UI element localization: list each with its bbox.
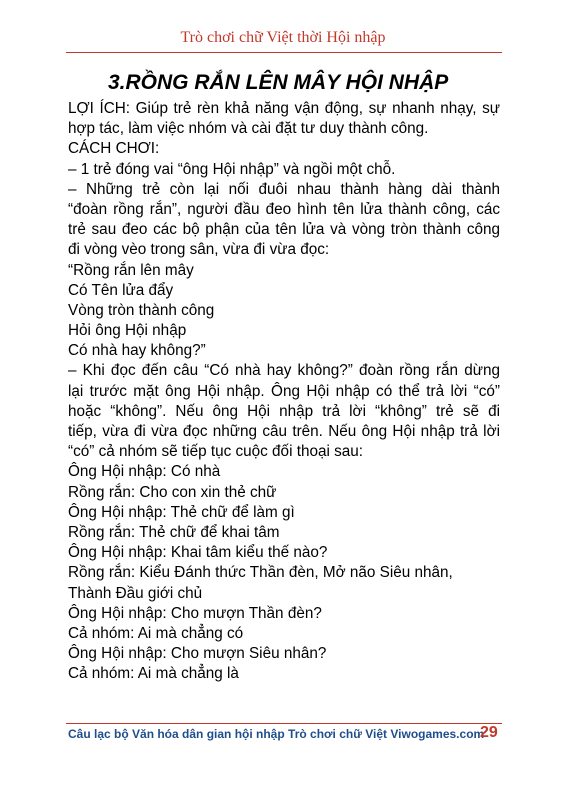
body-line: Vòng tròn thành công [68,301,215,319]
footer-text: Câu lạc bộ Văn hóa dân gian hội nhập Trò chơi chữ Việt Viwogames.com [68,727,485,741]
body-line: Ông Hội nhập: Cho mượn Thần đèn? [68,604,322,622]
body-line: Cả nhóm: Ai mà chẳng có [68,624,244,642]
body-line: Rồng rắn: Cho con xin thẻ chữ [68,483,277,501]
body-line: Ông Hội nhập: Cho mượn Siêu nhân? [68,645,327,663]
body-line: Hỏi ông Hội nhập [68,322,187,340]
body-line: Ông Hội nhập: Thẻ chữ để làm gì [68,503,295,521]
body-line: Cả nhóm: Ai mà chẳng là [68,665,239,683]
body-line: “Rồng rắn lên mây [68,261,194,279]
running-header: Trò chơi chữ Việt thời Hội nhập [180,29,386,46]
body-line: Rồng rắn: Thẻ chữ để khai tâm [68,523,280,541]
body-line: tiếp, vừa đi vừa đọc những câu trên. Nếu ông Hội nhập trả lời [68,423,500,440]
body-line: Có Tên lửa đẩy [68,281,174,299]
body-line: Rồng rắn: Kiểu Đánh thức Thần đèn, Mở não Siêu nhân, [68,564,453,582]
body-line: LỢI ÍCH: Giúp trẻ rèn khả năng vận động, sự nhanh nhạy, sự [68,100,500,117]
section-title: 3.RỒNG RẮN LÊN MÂY HỘI NHẬP [108,71,449,94]
body-line: hợp tác, làm việc nhóm và cài đặt tư duy thành công. [68,120,429,138]
page-number: 29 [480,724,498,741]
body-text [68,99,500,684]
body-line: Có nhà hay không?” [68,342,206,360]
body-line: lại trước mặt ông Hội nhập. Ông Hội nhập có thể trả lời “có” [68,382,500,400]
body-line: trẻ sau đeo các bộ phận của tên lửa và vòng tròn thành công [68,221,500,239]
footer-divider [66,723,502,724]
body-line: Ông Hội nhập: Có nhà [68,463,221,481]
body-line: – Những trẻ còn lại nối đuôi nhau thành hàng dài thành [68,180,500,198]
body-line: hoặc “không”. Nếu ông Hội nhập trả lời “không” trẻ sẽ đi [68,402,500,420]
body-line: Thành Đầu giới chủ [68,584,203,602]
body-line: “đoàn rồng rắn”, người đầu đeo hình tên lửa thành công, các [68,200,500,218]
body-line: Ông Hội nhập: Khai tâm kiểu thế nào? [68,544,328,562]
body-line: CÁCH CHƠI: [68,140,160,158]
header-divider [66,52,502,53]
body-line: “có” cả nhóm sẽ tiếp tục cuộc đối thoại sau: [68,443,364,461]
body-line: đi vòng vèo trong sân, vừa đi vừa đọc: [68,241,330,259]
body-line: – 1 trẻ đóng vai “ông Hội nhập” và ngồi một chỗ. [68,160,396,178]
body-line: – Khi đọc đến câu “Có nhà hay không?” đoàn rồng rắn dừng [68,362,500,380]
